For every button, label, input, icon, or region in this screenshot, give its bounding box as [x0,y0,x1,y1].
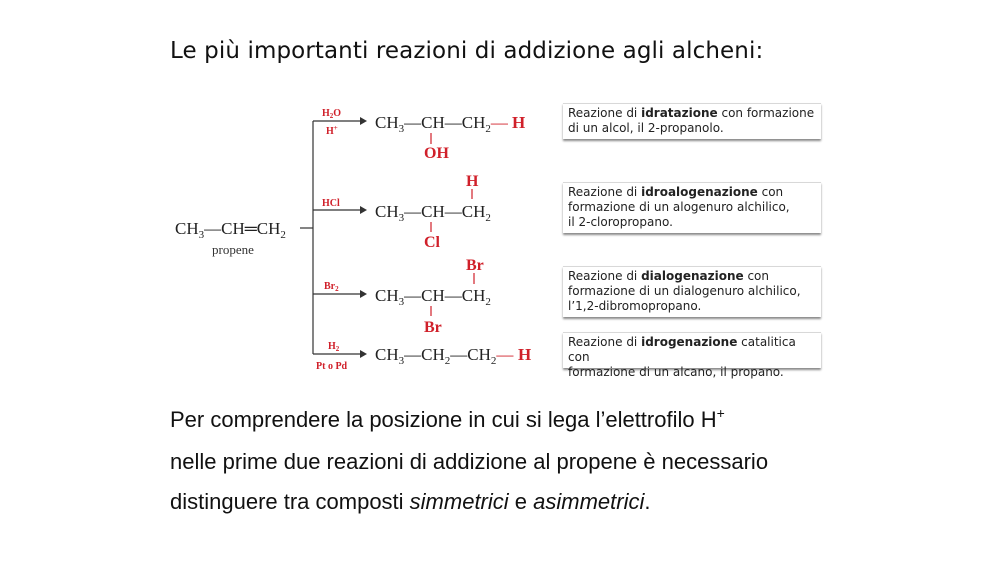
paragraph-line-1: Per comprendere la posizione in cui si lega l’elettrofilo H+ [170,405,725,432]
reactant-formula: $CH_3—CH═CH_2$ [175,219,286,241]
product-3-br-bottom: Br [424,319,442,336]
paragraph-line-2: nelle prime due reazioni di addizione al propene è necessario [170,449,769,474]
product-2-added-h: H [466,173,479,190]
arrow-heads [360,117,367,358]
reactant-name: propene [212,242,254,257]
product-1-oh: OH [424,145,449,162]
product-4-formula: $CH_3—CH_2—CH_2—$ [375,345,514,367]
reagent-hydrogen: $H_2$ [328,341,340,353]
box-idroalogenazione: Reazione di idroalogenazione con formazione di un alogenuro alchilico, il 2-cloropropano. [563,182,821,233]
product-3-br-top: Br [466,257,484,274]
slide-title: Le più importanti reazioni di addizione agli alcheni: [170,38,764,64]
reagent-acid: H+ [326,124,338,137]
box-idrogenazione: Reazione di idrogenazione catalitica con formazione di un alcano, il propano. [563,332,821,368]
reagent-water: $H_2O$ [322,108,342,120]
box-idratazione: Reazione di idratazione con formazione di un alcol, il 2-propanolo. [563,103,821,139]
product-1-formula: $CH_3—CH—CH_2—$ [375,113,508,135]
product-3-formula: $CH_3—CH—CH_2$ [375,286,491,308]
reagent-hcl: HCl [322,198,340,209]
product-2-formula: $CH_3—CH—CH_2$ [375,202,491,224]
reagent-bromine: $Br_2$ [324,281,339,293]
branch-lines [300,121,360,354]
reagent-catalyst: Pt o Pd [316,361,348,372]
box-dialogenazione: Reazione di dialogenazione con formazione di un dialogenuro alchilico, l’1,2-dibromopropano. [563,266,821,317]
paragraph-line-3: distinguere tra composti simmetrici e asimmetrici. [170,489,651,514]
product-2-cl: Cl [424,234,440,251]
product-4-added-h: H [518,345,532,364]
product-1-added-h: H [512,113,526,132]
explanation-paragraph [170,400,970,522]
